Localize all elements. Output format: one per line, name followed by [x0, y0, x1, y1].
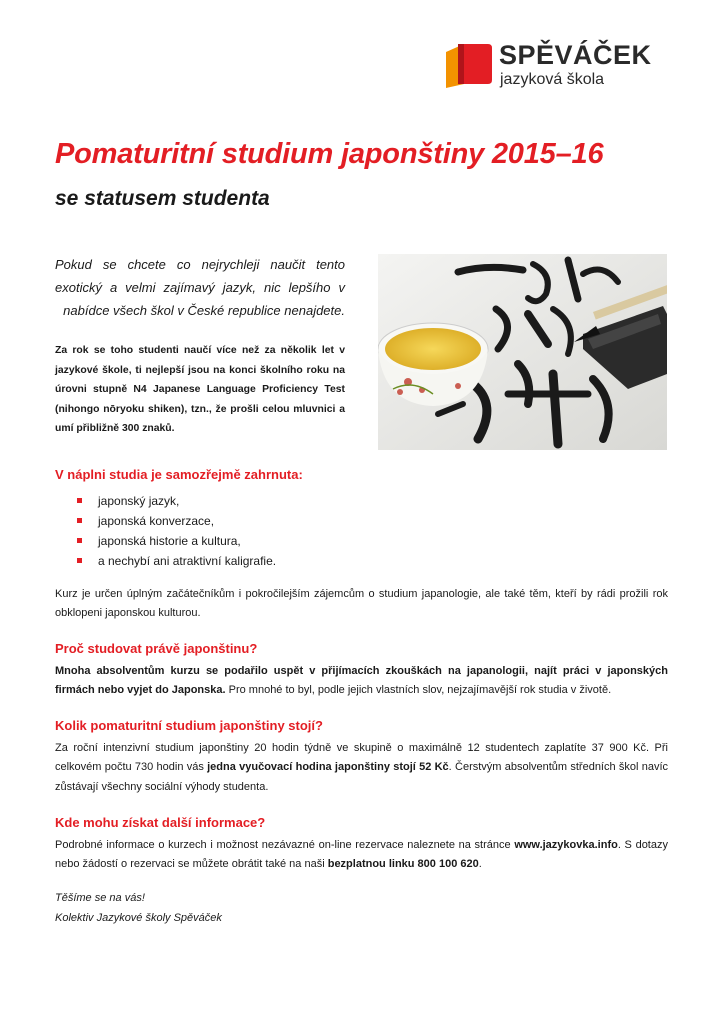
why-text: Pro mnohé to byl, podle jejich vlastních slov, nejzajímavější rok studia v životě.: [225, 684, 612, 697]
page-title: Pomaturitní studium japonštiny 2015–16: [55, 138, 604, 170]
price-text-1: Za roční intenzivní studium japonštiny 20 hodin týdně ve skupině o maximálně 12 studentech zaplatíte 37 900 Kč. Při celkovém počtu 730 hodin vás: [55, 742, 668, 774]
why-paragraph: [55, 662, 668, 701]
logo-mark-icon: [444, 40, 494, 90]
why-heading: Proč studovat právě japonštinu?: [55, 641, 258, 656]
info-text-2: . S dotazy nebo žádostí o rezervaci se můžete obrátit také na naši: [55, 839, 668, 871]
closing-line-1: Těšíme se na vás!: [55, 892, 145, 904]
info-text-1: Podrobné informace o kurzech i možnost nezávazné on-line rezervace naleznete na stránce: [55, 839, 515, 851]
list-item: japonský jazyk,: [77, 491, 276, 511]
lead-paragraph: Za rok se toho studenti naučí více než za několik let v jazykové škole, ti nejlepší jsou na konci školního roku na úrovni stupně N4 Japanese Language Proficiency Test (nihongo nōryoku shiken), tzn., že prošli celou mluvnici a umí přibližně 300 znaků.: [55, 345, 345, 434]
content-list: [77, 491, 276, 571]
closing: [55, 888, 222, 928]
why-bold-text: Mnoha absolventům kurzu se podařilo uspět v přijímacích zkouškách na japanologii, najít práci v japonských firmách nebo vyjet do Japonska.: [55, 665, 668, 697]
page-subtitle: se statusem studenta: [55, 187, 270, 210]
price-text-2: . Čerstvým absolventům středních škol navíc zůstávají všechny sociální výhody studenta.: [55, 761, 669, 793]
hotline-text: bezplatnou linku 800 100 620: [327, 858, 479, 871]
website-link[interactable]: www.jazykovka.info: [514, 839, 618, 851]
intro-paragraph: [55, 253, 345, 322]
list-item: japonská historie a kultura,: [77, 531, 276, 551]
price-bold: jedna vyučovací hodina japonštiny stojí 52 Kč: [207, 761, 449, 774]
school-logo: [444, 40, 674, 100]
list-item: a nechybí ani atraktivní kaligrafie.: [77, 551, 276, 571]
logo-subtitle: jazyková škola: [500, 71, 605, 88]
course-paragraph: Kurz je určen úplným začátečníkům i pokročilejším zájemcům o studium japanologie, ale také těm, kteří by rádi prožili rok obklopeni japonskou kulturou.: [55, 588, 668, 620]
info-paragraph: [55, 836, 668, 875]
price-paragraph: [55, 739, 668, 797]
photo-illustration-icon: [378, 254, 667, 450]
info-text-3: .: [478, 858, 482, 871]
content-heading: V náplni studia je samozřejmě zahrnuta:: [55, 467, 303, 482]
list-item: japonská konverzace,: [77, 511, 276, 531]
info-heading: Kde mohu získat další informace?: [55, 815, 266, 830]
closing-line-2: Kolektiv Jazykové školy Spěváček: [55, 912, 222, 924]
intro-text: Pokud se chcete co nejrychleji naučit tento exotický a velmi zajímavý jazyk, nic lepšího v nabídce všech škol v České republice nenajdete.: [55, 257, 345, 318]
price-heading: Kolik pomaturitní studium japonštiny stojí?: [55, 718, 323, 733]
calligraphy-tea-photo: [378, 254, 667, 450]
logo-name: SPĚVÁČEK: [499, 40, 652, 70]
